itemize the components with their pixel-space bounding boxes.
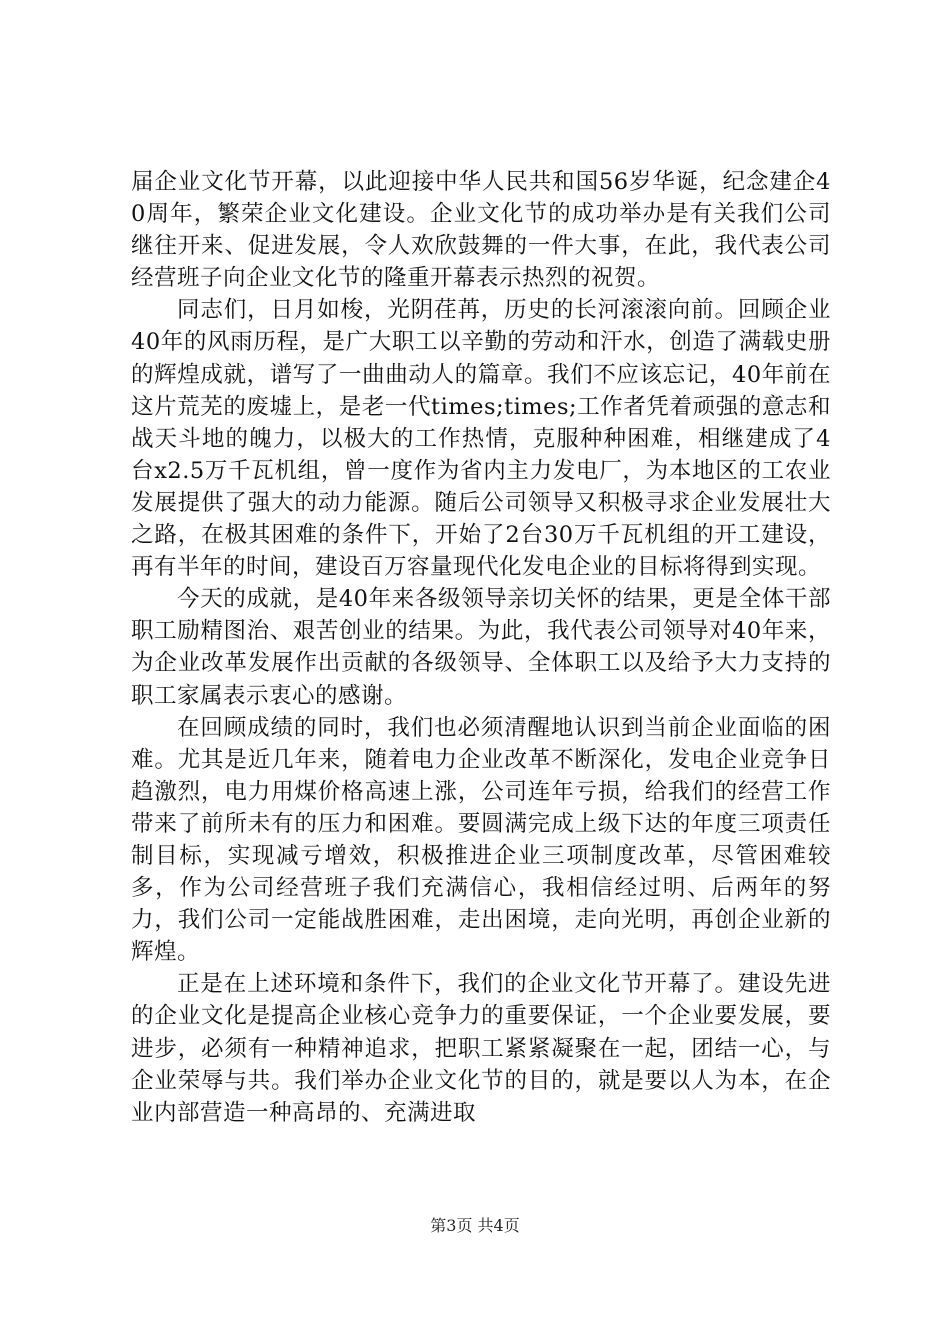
paragraph-4: 在回顾成绩的同时，我们也必须清醒地认识到当前企业面临的困难。尤其是近几年来，随着电力企业改革不断深化，发电企业竞争日趋激烈，电力用煤价格高速上涨，公司连年亏损，给我们的经营工作带来了前所未有的压力和困难。要圆满完成上级下达的年度三项责任制目标，实现减亏增效，积极推进企业三项制度改革，尽管困难较多，作为公司经营班子我们充满信心，我相信经过明、后两年的努力，我们公司一定能战胜困难，走出困境，走向光明，再创企业新的辉煌。: [131, 714, 831, 966]
paragraph-3: 今天的成就，是40年来各级领导亲切关怀的结果，更是全体干部职工励精图治、艰苦创业的结果。为此，我代表公司领导对40年来，为企业改革发展作出贡献的各级领导、全体职工以及给予大力支持的职工家属表示衷心的感谢。: [131, 586, 831, 709]
page-number: 第3页 共4页: [430, 1216, 520, 1235]
document-body: [131, 166, 831, 1129]
paragraph-5: 正是在上述环境和条件下，我们的企业文化节开幕了。建设先进的企业文化是提高企业核心竞争力的重要保证，一个企业要发展，要进步，必须有一种精神追求，把职工紧紧凝聚在一起，团结一心，与企业荣辱与共。我们举办企业文化节的目的，就是要以人为本，在企业内部营造一种高昂的、充满进取: [131, 971, 831, 1126]
paragraph-2: 同志们，日月如梭，光阴荏苒，历史的长河滚滚向前。回顾企业40年的风雨历程，是广大职工以辛勤的劳动和汗水，创造了满载史册的辉煌成就，谱写了一曲曲动人的篇章。我们不应该忘记，40年前在这片荒芜的废墟上，是老一代times;times;工作者凭着顽强的意志和战天斗地的魄力，以极大的工作热情，克服种种困难，相继建成了4台x2.5万千瓦机组，曾一度作为省内主力发电厂，为本地区的工农业发展提供了强大的动力能源。随后公司领导又积极寻求企业发展壮大之路，在极其困难的条件下，开始了2台30万千瓦机组的开工建设，再有半年的时间，建设百万容量现代化发电企业的目标将得到实现。: [131, 297, 831, 581]
paragraph-1: 届企业文化节开幕，以此迎接中华人民共和国56岁华诞，纪念建企40周年，繁荣企业文化建设。企业文化节的成功举办是有关我们公司继往开来、促进发展，令人欢欣鼓舞的一件大事，在此，我代表公司经营班子向企业文化节的隆重开幕表示热烈的祝贺。: [131, 169, 831, 292]
